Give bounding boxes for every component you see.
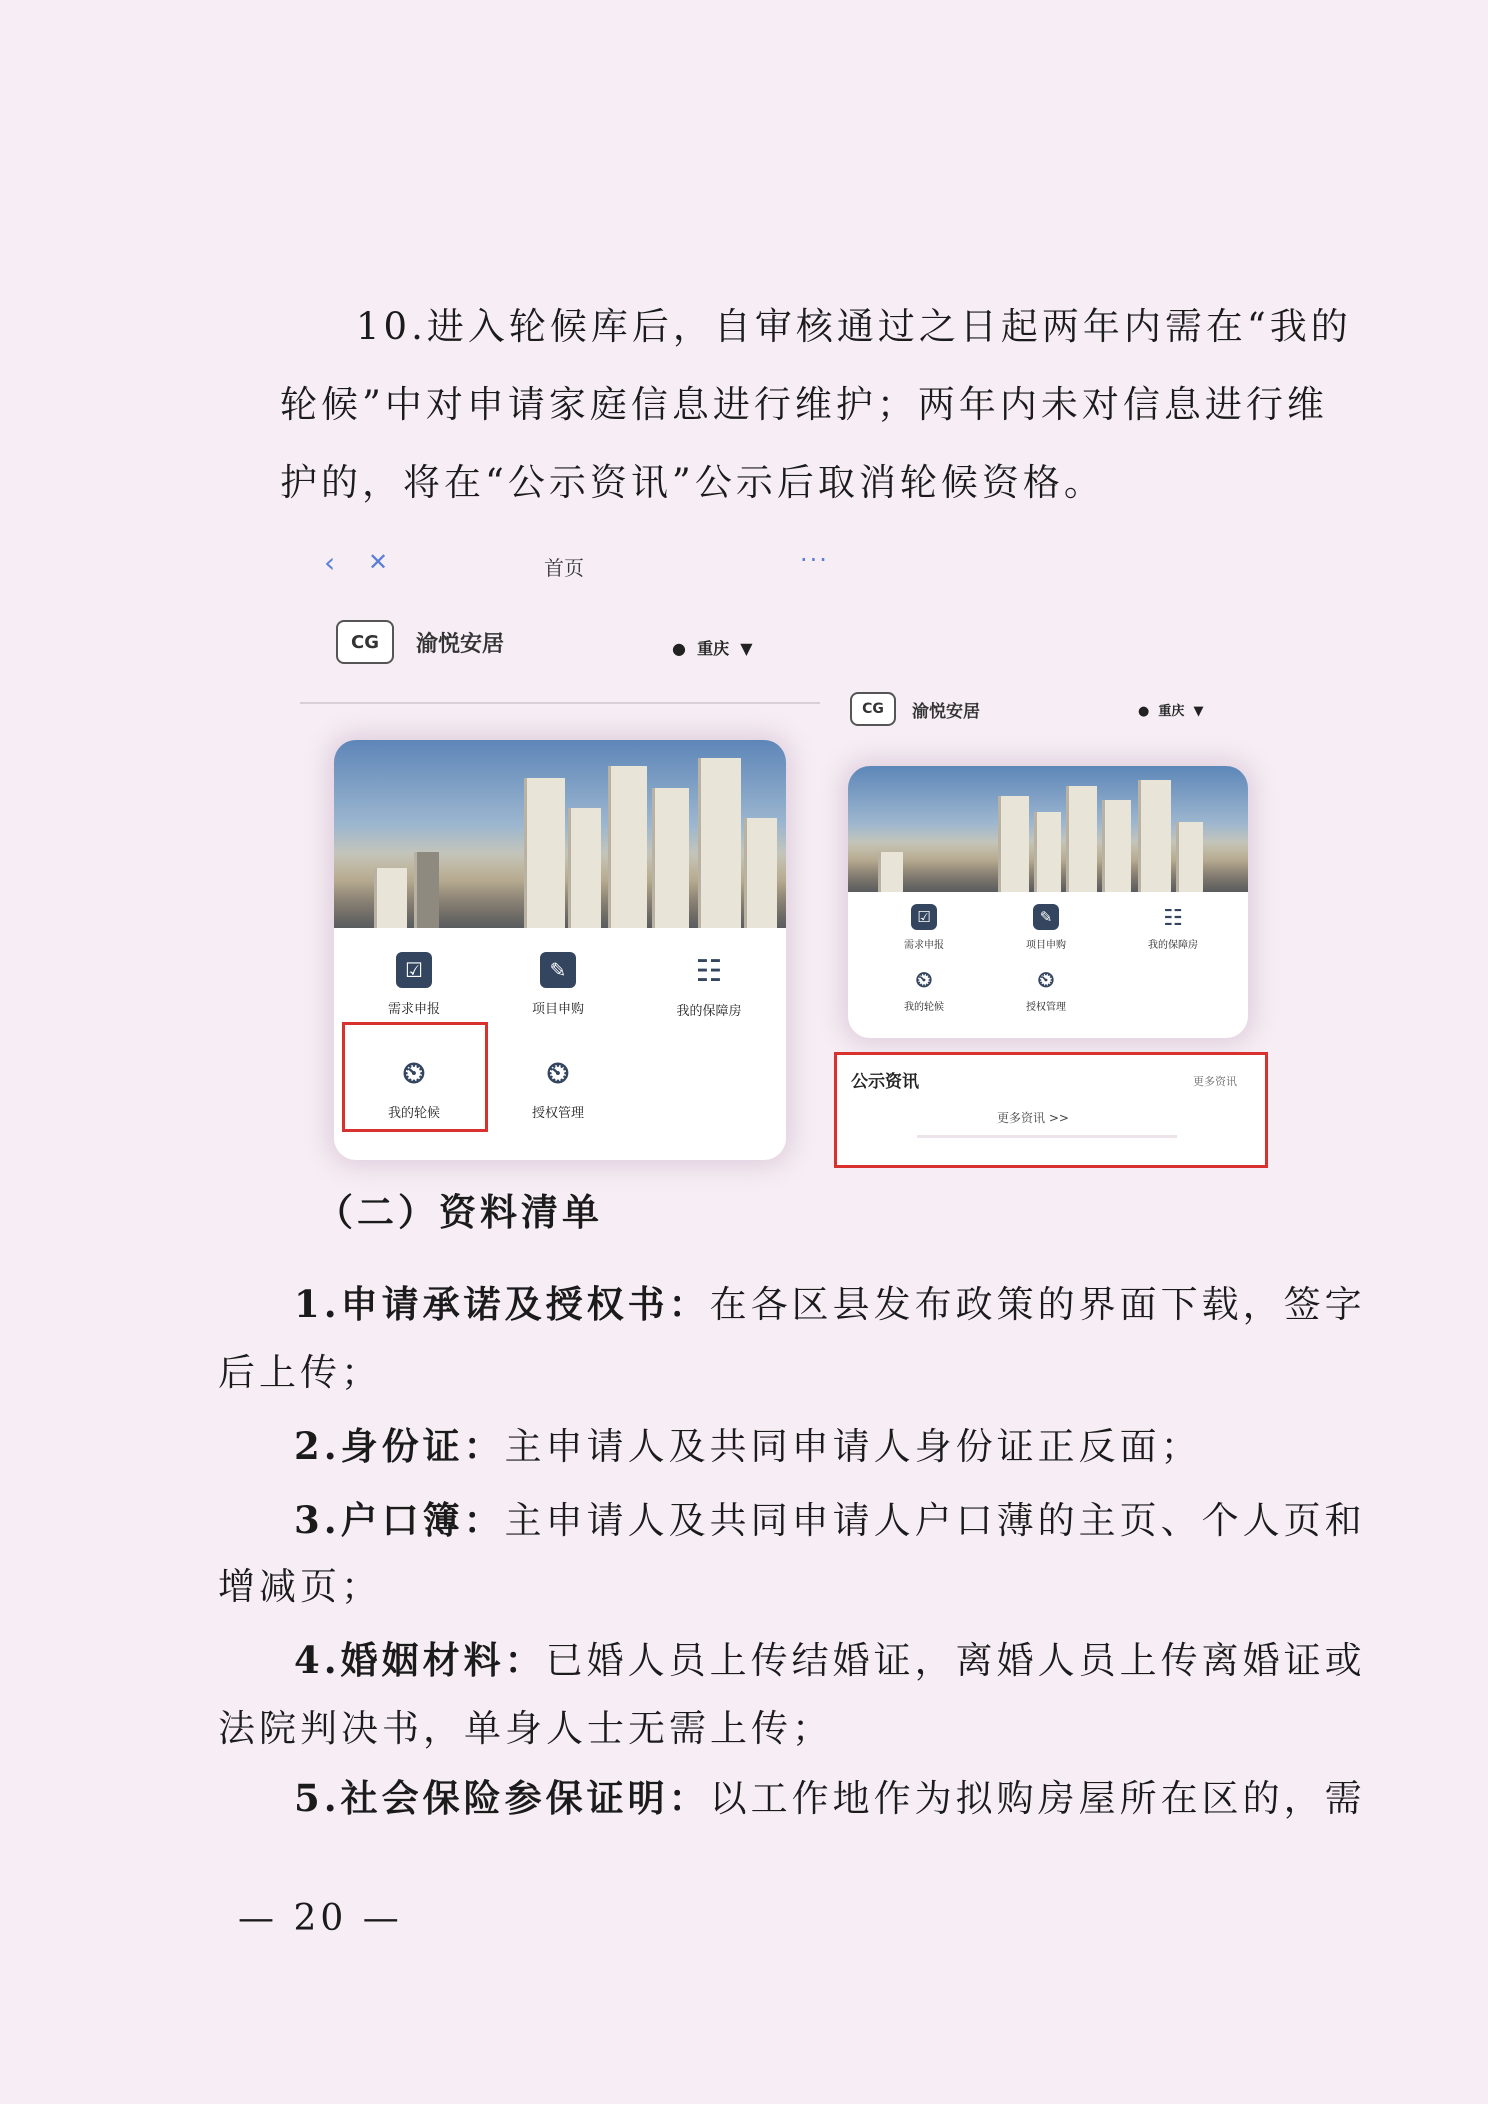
clock-person-icon: ⏲ xyxy=(546,1055,570,1091)
app-card-right xyxy=(848,766,1248,1038)
item-1-line-1: 1.申请承诺及授权书：在各区县发布政策的界面下载，签字 xyxy=(294,1282,1366,1326)
item-2: 2.身份证：主申请人及共同申请人身份证正反面； xyxy=(294,1424,1202,1468)
notice-more-link[interactable]: 更多资讯 xyxy=(1193,1075,1237,1088)
item-4-line-2: 法院判决书，单身人士无需上传； xyxy=(218,1707,833,1750)
app-name: 渝悦安居 xyxy=(416,631,505,657)
chevron-down-icon: ▼ xyxy=(740,639,753,658)
banner-image xyxy=(334,740,786,928)
menu-authorization-small[interactable]: ⏲ 授权管理 xyxy=(1026,967,1066,1013)
location-pin-icon: ● xyxy=(1138,704,1150,719)
menu-demand-declare-small[interactable]: ☑ 需求申报 xyxy=(874,904,974,951)
item-label: 5.社会保险参保证明： xyxy=(294,1776,710,1820)
item-3-line-2: 增减页； xyxy=(218,1565,382,1608)
item-label: 1.申请承诺及授权书： xyxy=(294,1282,710,1326)
item-3-line-1: 3.户口簿：主申请人及共同申请人户口薄的主页、个人页和 xyxy=(294,1498,1366,1542)
city-selector-right[interactable] xyxy=(1138,700,1203,719)
clock-person-icon: ⏲ xyxy=(1037,967,1055,993)
notice-panel-highlight xyxy=(834,1052,1268,1168)
app-header-right xyxy=(850,692,980,726)
banner-image xyxy=(848,766,1248,892)
highlight-my-queue xyxy=(342,1022,488,1132)
item-label: 4.婚姻材料： xyxy=(294,1638,546,1682)
item-5-line-1: 5.社会保险参保证明：以工作地作为拟购房屋所在区的，需 xyxy=(294,1776,1366,1820)
menu-my-queue-small[interactable]: ⏲ 我的轮候 xyxy=(904,967,944,1013)
clock-person-icon: ⏲ xyxy=(402,1055,426,1091)
mini-app-navbar xyxy=(324,540,844,590)
paragraph-10-line-3: 护的，将在“公示资讯”公示后取消轮候资格。 xyxy=(280,461,1105,504)
menu-demand-declare[interactable]: ☑ 需求申报 xyxy=(354,952,474,1017)
back-icon[interactable]: ‹ xyxy=(324,546,336,579)
item-4-line-1: 4.婚姻材料：已婚人员上传结婚证，离婚人员上传离婚证或 xyxy=(294,1638,1366,1682)
app-logo-icon: CG xyxy=(336,620,394,664)
header-divider xyxy=(300,702,820,704)
id-card-icon: ☷ xyxy=(1163,905,1183,931)
app-screenshot-figure xyxy=(300,540,1300,1180)
menu-project-purchase-small[interactable]: ✎ 项目申购 xyxy=(996,904,1096,951)
notice-title: 公示资讯 xyxy=(851,1072,919,1092)
item-label: 2.身份证： xyxy=(294,1424,505,1468)
city-name: 重庆 xyxy=(1158,704,1185,719)
app-name: 渝悦安居 xyxy=(912,701,980,722)
notice-more-button[interactable]: 更多资讯 >> xyxy=(997,1111,1069,1125)
id-card-icon: ☷ xyxy=(695,953,723,989)
menu-project-purchase[interactable]: ✎ 项目申购 xyxy=(498,952,618,1017)
location-pin-icon: ● xyxy=(672,639,686,658)
page-number: — 20 — xyxy=(238,1898,403,1939)
checklist-icon: ☑ xyxy=(911,904,937,930)
item-1-line-2: 后上传； xyxy=(218,1351,382,1394)
checklist-icon: ☑ xyxy=(396,952,432,988)
chevron-down-icon: ▼ xyxy=(1193,704,1204,719)
close-icon[interactable]: ✕ xyxy=(368,548,389,576)
more-icon[interactable]: ··· xyxy=(800,546,829,574)
edit-icon: ✎ xyxy=(540,952,576,988)
menu-my-housing[interactable]: ☷ 我的保障房 xyxy=(676,953,742,1019)
paragraph-10-line-1: 10.进入轮候库后，自审核通过之日起两年内需在“我的 xyxy=(356,305,1352,348)
edit-icon: ✎ xyxy=(1033,904,1059,930)
item-label: 3.户口簿： xyxy=(294,1498,505,1542)
menu-authorization[interactable]: ⏲ 授权管理 xyxy=(531,1055,584,1121)
city-name: 重庆 xyxy=(697,639,730,658)
app-logo-icon: CG xyxy=(850,692,896,726)
city-selector-left[interactable] xyxy=(672,636,753,659)
app-header-left xyxy=(336,620,504,664)
menu-my-queue[interactable]: ⏲ 我的轮候 xyxy=(387,1055,440,1121)
paragraph-10-line-2: 轮候”中对申请家庭信息进行维护；两年内未对信息进行维 xyxy=(280,383,1328,426)
clock-person-icon: ⏲ xyxy=(915,967,933,993)
section-heading: （二）资料清单 xyxy=(316,1191,603,1234)
nav-title: 首页 xyxy=(544,556,584,580)
menu-my-housing-small[interactable]: ☷ 我的保障房 xyxy=(1148,905,1198,951)
